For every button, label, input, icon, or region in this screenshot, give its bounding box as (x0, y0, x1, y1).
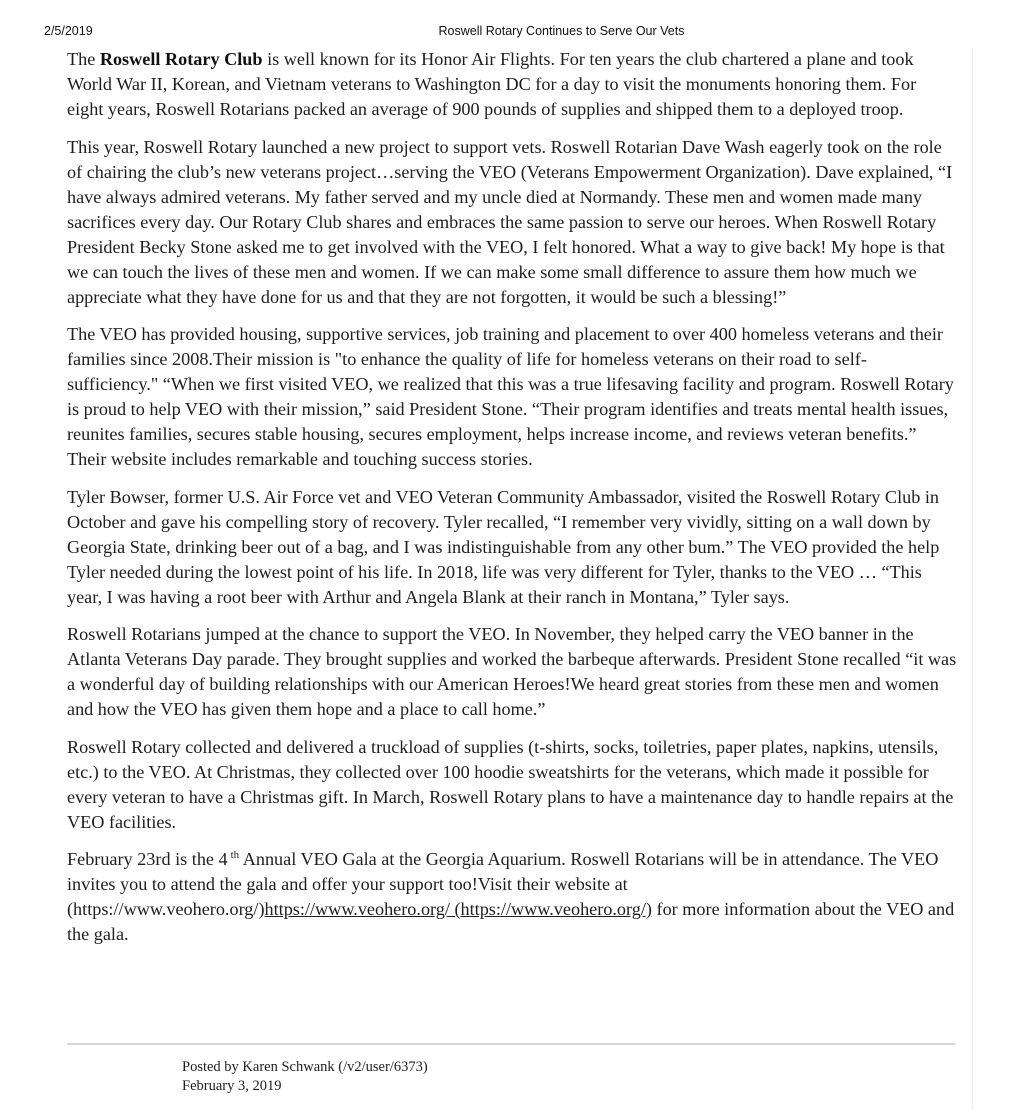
intro-rest-text: is well known for its Honor Air Flights. For ten years the club chartered a plane and took World War II, Korean, and Vietnam veterans to Washington DC for a day to visit the monuments honoring them. For eight years, Roswell Rotarians packed an average of 900 pounds of supplies and shipped them to a deployed troop. (67, 49, 917, 119)
article-body (67, 47, 957, 960)
paragraph-intro (67, 47, 957, 122)
print-date: 2/5/2019 (44, 24, 93, 38)
paragraph-supplies: Roswell Rotary collected and delivered a truckload of supplies (t-shirts, socks, toiletries, paper plates, napkins, utensils, etc.) to the VEO. At Christmas, they collected over 100 hoodie sweatshirts for the veterans, which made it possible for every veteran to have a Christmas gift. In March, Roswell Rotary plans to have a maintenance day to handle repairs at the VEO facilities. (67, 736, 954, 832)
paragraph-veterans-day: Roswell Rotarians jumped at the chance to support the VEO. In November, they helped carry the VEO banner in the Atlanta Veterans Day parade. They brought supplies and worked the barbeque afterwards. President Stone recalled “it was a wonderful day of building relationships with our American Heroes!We heard great stories from these men and women and how the VEO has given them hope and a place to call home.” (67, 624, 957, 719)
paragraph-new-project: This year, Roswell Rotary launched a new project to support vets. Roswell Rotarian Dave Wash eagerly took on the role of chairing the club’s new veterans project…serving the VEO (Veterans Empowerment Organization). Dave explained, “I have always admired veterans. My father served and my uncle died at Normandy. These men and women made many sacrifices every day. Our Rotary Club shares and embraces the same passion to serve our heroes. When Roswell Rotary President Becky Stone asked me to get involved with the VEO, I felt honored. What a way to give back! My hope is that we can touch the lives of these men and women. If we can make some small difference to assure them how much we appreciate what they have done for us and that they are not forgotten, it would be such a blessing!” (67, 136, 953, 307)
paragraph-tyler-story: Tyler Bowser, former U.S. Air Force vet and VEO Veteran Community Ambassador, visited the Roswell Rotary Club in October and gave his compelling story of recovery. Tyler recalled, “I remember very vividly, sitting on a wall down by Georgia State, drinking beer out of a bag, and I was indistinguishable from any other bum.” The VEO provided the help Tyler needed during the lowest point of his life. In 2018, life was very different for Tyler, thanks to the VEO … “This year, I was having a root beer with Arthur and Angela Blank at their ranch in Montana,” Tyler says. (67, 486, 940, 607)
intro-lead-text: The (67, 49, 100, 69)
gala-text-end: for more information about the VEO and the gala. (67, 899, 955, 944)
paragraph-gala (67, 847, 957, 947)
post-byline (182, 1058, 428, 1096)
veohero-website-link[interactable]: https://www.veohero.org/ (https://www.veohero.org/) (264, 899, 652, 919)
paragraph-veo-mission: The VEO has provided housing, supportive services, job training and placement to over 400 homeless veterans and their families since 2008.Their mission is "to enhance the quality of life for homeless veterans on their road to self-sufficiency." “When we first visited VEO, we realized that this was a true lifesaving facility and program. Roswell Rotary is proud to help VEO with their mission,” said President Stone. “Their program identifies and treats mental health issues, reunites families, secures stable housing, secures employment, helps increase income, and reviews veteran benefits.” Their website includes remarkable and touching success stories. (67, 324, 954, 469)
gala-text-start: February 23rd is the 4 (67, 849, 228, 869)
posted-by-author[interactable]: Posted by Karen Schwank (/v2/user/6373) (182, 1059, 428, 1075)
print-page-title: Roswell Rotary Continues to Serve Our Vets (438, 24, 685, 38)
post-date: February 3, 2019 (182, 1078, 282, 1094)
print-header (0, 24, 1020, 42)
gala-text-middle: Annual VEO Gala at the Georgia Aquarium. Roswell Rotarians will be in attendance. The VEO invites you to attend the gala and offer your support too!Visit their website at (https://www.veohero.org/) (67, 849, 939, 919)
footer-divider (67, 1043, 955, 1045)
content-right-border (972, 48, 973, 1110)
ordinal-suffix: th (230, 849, 240, 861)
club-name-bold: Roswell Rotary Club (99, 49, 263, 69)
